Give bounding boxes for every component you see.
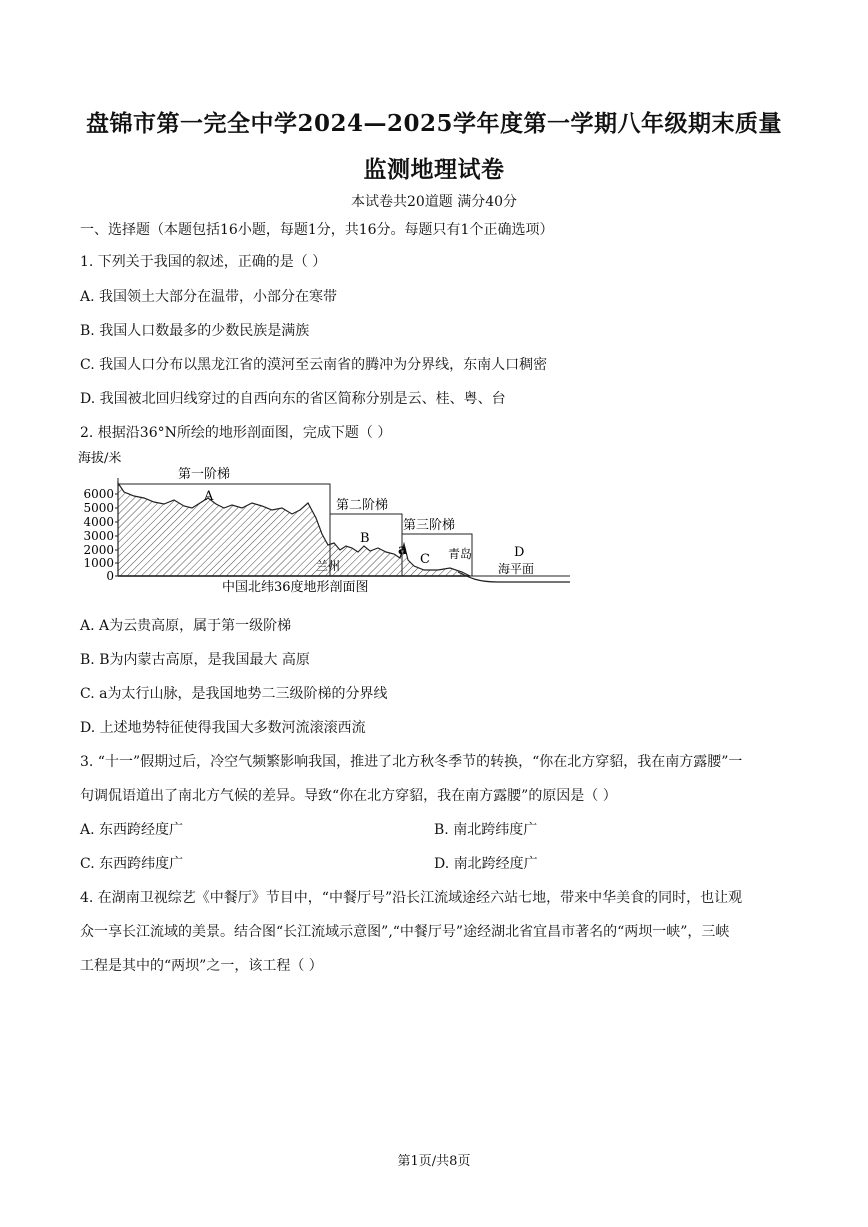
paper-subtitle: 本试卷共20道题 满分40分: [350, 194, 518, 210]
figure-caption: 中国北纬36度地形剖面图: [222, 580, 369, 595]
question-1-stem: 1. 下列关于我国的叙述，正确的是（ ）: [80, 254, 327, 270]
lanzhou-label: 兰州: [316, 559, 341, 573]
question-1-option-a: A. 我国领土大部分在温带，小部分在寒带: [80, 289, 338, 305]
y-axis-label: 海拔/米: [78, 451, 122, 466]
page-title-line2: 监测地理试卷: [363, 156, 505, 183]
step3-label: 第三阶梯: [403, 518, 456, 533]
question-3-stem-line2: 句调侃语道出了南北方气候的差异。导致“你在北方穿貂，我在南方露腰”的原因是（ ）: [80, 788, 617, 804]
question-4-stem-line1: 4. 在湖南卫视综艺《中餐厅》节目中，“中餐厅号”沿长江流域途经六站七地，带来中华美食的同时，也让观: [80, 890, 743, 906]
qingdao-label: 青岛: [448, 547, 473, 561]
step2-label: 第二阶梯: [336, 498, 389, 513]
terrain-profile-figure: [78, 448, 578, 598]
y-tick-4000: 4000: [83, 515, 114, 529]
question-4-stem-line3: 工程是其中的“两坝”之一，该工程（ ）: [80, 958, 323, 974]
region-d-label: D: [514, 545, 525, 560]
region-b-label: B: [360, 531, 370, 546]
y-tick-3000: 3000: [83, 529, 114, 543]
question-3-stem-line1: 3. “十一”假期过后，冷空气频繁影响我国，推进了北方秋冬季节的转换，“你在北方穿貂，我在南方露腰”一: [80, 754, 743, 770]
question-3-option-d: D. 南北跨经度广: [434, 856, 538, 872]
question-2-option-a: A. A为云贵高原，属于第一级阶梯: [80, 618, 292, 634]
region-c-label: C: [420, 552, 430, 567]
y-tick-0: 0: [106, 569, 114, 583]
y-tick-2000: 2000: [83, 543, 114, 557]
region-a-lower-label: a: [398, 542, 408, 558]
question-3-option-a: A. 东西跨经度广: [80, 822, 184, 838]
question-3-option-b: B. 南北跨纬度广: [434, 822, 538, 838]
step1-label: 第一阶梯: [178, 467, 231, 482]
question-1-option-b: B. 我国人口数最多的少数民族是满族: [80, 323, 310, 339]
question-4-stem-line2: 众一享长江流域的美景。结合图“长江流域示意图”,“中餐厅号”途经湖北省宜昌市著名的“两坝一峡”，三峡: [80, 924, 730, 940]
question-1-option-d: D. 我国被北回归线穿过的自西向东的省区简称分别是云、桂、粤、台: [80, 391, 506, 407]
question-2-option-b: B. B为内蒙古高原，是我国最大 高原: [80, 652, 310, 668]
region-a-label: A: [204, 489, 214, 504]
y-tick-6000: 6000: [83, 487, 114, 501]
question-3-option-c: C. 东西跨纬度广: [80, 856, 184, 872]
page-number: 第1页/共8页: [397, 1154, 471, 1169]
sea-level-label: 海平面: [498, 562, 535, 576]
question-2-option-d: D. 上述地势特征使得我国大多数河流滚滚西流: [80, 720, 366, 736]
section-heading: 一、选择题（本题包括16小题，每题1分，共16分。每题只有1个正确选项）: [80, 222, 554, 238]
question-2-option-c: C. a为太行山脉，是我国地势二三级阶梯的分界线: [80, 686, 388, 702]
question-2-stem: 2. 根据沿36°N所绘的地形剖面图，完成下题（ ）: [80, 425, 392, 441]
question-1-option-c: C. 我国人口分布以黑龙江省的漠河至云南省的腾冲为分界线，东南人口稠密: [80, 357, 548, 373]
page-title-line1: 盘锦市第一完全中学2024—2025学年度第一学期八年级期末质量: [85, 110, 783, 137]
y-tick-5000: 5000: [83, 501, 114, 515]
y-tick-1000: 1000: [83, 556, 114, 570]
